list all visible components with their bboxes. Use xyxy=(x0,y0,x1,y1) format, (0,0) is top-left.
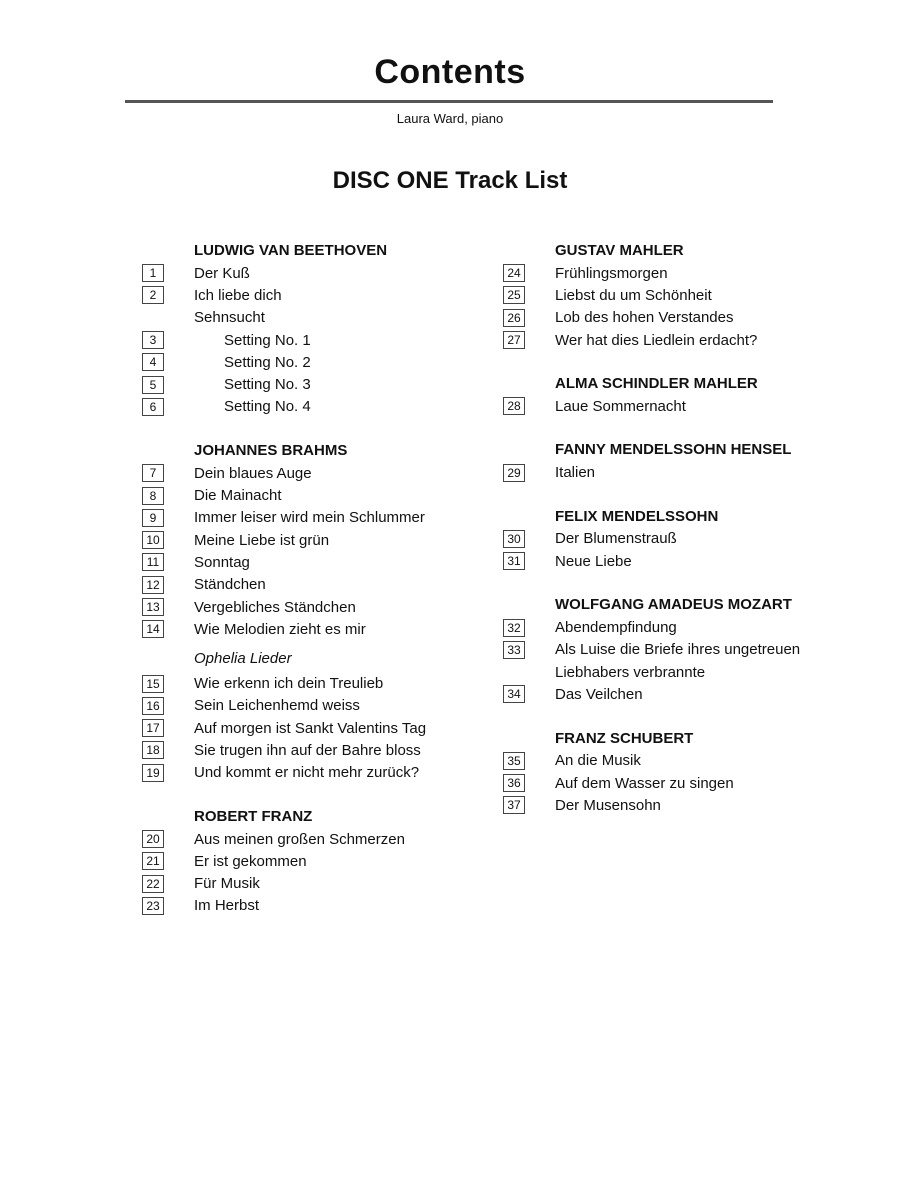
track-number: 31 xyxy=(503,552,525,570)
track-number: 8 xyxy=(142,487,164,505)
track-number: 34 xyxy=(503,685,525,703)
track-row[interactable] xyxy=(142,484,502,506)
track-title: Der Kuß xyxy=(194,264,250,282)
track-title: Neue Liebe xyxy=(555,552,632,570)
track-number: 12 xyxy=(142,576,164,594)
track-number: 28 xyxy=(503,397,525,415)
composer-heading: WOLFGANG AMADEUS MOZART xyxy=(555,596,792,614)
track-row[interactable] xyxy=(503,284,883,306)
track-title: Setting No. 1 xyxy=(224,331,311,349)
track-title: Und kommt er nicht mehr zurück? xyxy=(194,764,420,782)
track-title: Er ist gekommen xyxy=(194,852,307,870)
composer-heading: JOHANNES BRAHMS xyxy=(194,442,348,460)
track-row[interactable] xyxy=(142,762,502,784)
track-number: 24 xyxy=(503,264,525,282)
track-row[interactable] xyxy=(503,395,883,417)
track-title: Das Veilchen xyxy=(555,685,643,703)
composer-heading: ROBERT FRANZ xyxy=(194,807,313,825)
track-row[interactable] xyxy=(142,739,502,761)
track-number: 23 xyxy=(142,897,164,915)
track-title: Italien xyxy=(555,464,596,482)
track-number: 11 xyxy=(142,553,164,571)
composer-heading: FELIX MENDELSSOHN xyxy=(555,507,719,525)
track-title: Dein blaues Auge xyxy=(194,464,312,482)
track-row[interactable] xyxy=(503,750,883,772)
track-number: 5 xyxy=(142,376,164,394)
track-title: Setting No. 4 xyxy=(224,398,311,416)
track-number: 32 xyxy=(503,619,525,637)
track-row[interactable] xyxy=(503,461,883,483)
track-number: 33 xyxy=(503,641,525,659)
track-row[interactable] xyxy=(142,329,502,351)
track-title: Laue Sommernacht xyxy=(555,397,686,415)
track-row[interactable] xyxy=(503,528,883,550)
track-row[interactable] xyxy=(503,262,883,284)
track-row[interactable] xyxy=(142,462,502,484)
track-title: Ich liebe dich xyxy=(194,286,282,304)
track-row[interactable] xyxy=(142,596,502,618)
track-number: 30 xyxy=(503,530,525,548)
track-number: 13 xyxy=(142,598,164,616)
track-row[interactable] xyxy=(142,695,502,717)
track-number: 14 xyxy=(142,620,164,638)
track-row[interactable] xyxy=(503,794,883,816)
track-row[interactable] xyxy=(142,672,502,694)
composer-heading: GUSTAV MAHLER xyxy=(555,242,684,259)
track-row[interactable] xyxy=(142,351,502,373)
track-row[interactable] xyxy=(142,373,502,395)
track-row[interactable] xyxy=(142,717,502,739)
track-row[interactable] xyxy=(503,639,883,661)
track-number: 4 xyxy=(142,353,164,371)
track-title: Abendempfindung xyxy=(555,619,677,637)
track-title: Setting No. 2 xyxy=(224,353,311,371)
track-title: Wer hat dies Liedlein erdacht? xyxy=(555,331,758,349)
track-row[interactable] xyxy=(142,551,502,573)
composer-heading: FRANZ SCHUBERT xyxy=(555,729,694,747)
track-number: 7 xyxy=(142,464,164,482)
composer-heading: FANNY MENDELSSOHN HENSEL xyxy=(555,441,792,459)
track-number: 9 xyxy=(142,509,164,527)
track-title: Der Musensohn xyxy=(555,796,661,814)
track-title: Die Mainacht xyxy=(194,487,282,505)
track-row[interactable] xyxy=(142,574,502,596)
track-title: Als Luise die Briefe ihres ungetreuen xyxy=(555,641,801,659)
track-title: Sonntag xyxy=(194,553,250,571)
track-row[interactable] xyxy=(503,683,883,705)
page-title: Contents xyxy=(374,53,526,91)
track-row[interactable] xyxy=(142,262,502,284)
track-title: An die Musik xyxy=(555,752,641,770)
track-number: 1 xyxy=(142,264,164,282)
subheading-text: Ophelia Lieder xyxy=(194,649,292,667)
track-number: 26 xyxy=(503,309,525,327)
subheading-text: Sehnsucht xyxy=(194,309,265,327)
track-title: Frühlingsmorgen xyxy=(555,264,668,282)
track-number: 37 xyxy=(503,796,525,814)
track-title: Der Blumenstrauß xyxy=(555,530,677,548)
track-row[interactable] xyxy=(503,550,883,572)
title-rule xyxy=(125,100,773,103)
track-number: 18 xyxy=(142,741,164,759)
track-row[interactable] xyxy=(142,618,502,640)
left-column xyxy=(142,240,502,917)
track-row[interactable] xyxy=(142,850,502,872)
track-number: 16 xyxy=(142,697,164,715)
track-number: 2 xyxy=(142,286,164,304)
track-title: Aus meinen großen Schmerzen xyxy=(194,830,405,848)
track-title: Sein Leichenhemd weiss xyxy=(194,697,360,715)
track-row[interactable] xyxy=(503,616,883,638)
performer-credit: Laura Ward, piano xyxy=(396,111,504,126)
track-number: 22 xyxy=(142,875,164,893)
track-number: 27 xyxy=(503,331,525,349)
track-row[interactable] xyxy=(503,329,883,351)
song-cycle-heading xyxy=(142,307,502,329)
track-title: Für Musik xyxy=(194,875,260,893)
tracklist-title: DISC ONE Track List xyxy=(332,167,568,194)
track-title: Ständchen xyxy=(194,576,266,594)
track-row[interactable] xyxy=(142,873,502,895)
track-title: Im Herbst xyxy=(194,897,260,915)
track-row[interactable] xyxy=(142,507,502,529)
track-number: 10 xyxy=(142,531,164,549)
track-row[interactable] xyxy=(142,284,502,306)
track-number: 20 xyxy=(142,830,164,848)
track-title: Lob des hohen Verstandes xyxy=(555,309,734,327)
right-column xyxy=(503,240,883,816)
track-title: Immer leiser wird mein Schlummer xyxy=(194,509,425,527)
track-number: 21 xyxy=(142,852,164,870)
composer-heading: LUDWIG VAN BEETHOVEN xyxy=(194,242,388,259)
track-number: 17 xyxy=(142,719,164,737)
track-title: Wie Melodien zieht es mir xyxy=(194,620,366,638)
track-row[interactable] xyxy=(503,307,883,329)
track-title: Vergebliches Ständchen xyxy=(194,598,356,616)
track-title: Sie trugen ihn auf der Bahre bloss xyxy=(194,741,421,759)
track-number: 36 xyxy=(503,774,525,792)
track-row[interactable] xyxy=(503,772,883,794)
song-cycle-heading xyxy=(142,640,502,672)
track-title: Auf morgen ist Sankt Valentins Tag xyxy=(194,719,427,737)
track-number: 15 xyxy=(142,675,164,693)
track-number: 25 xyxy=(503,286,525,304)
composer-heading: ALMA SCHINDLER MAHLER xyxy=(555,375,758,393)
track-number: 6 xyxy=(142,398,164,416)
track-row[interactable] xyxy=(142,895,502,917)
track-number: 3 xyxy=(142,331,164,349)
track-title-line-2: Liebhabers verbrannte xyxy=(555,663,706,681)
track-title-continuation xyxy=(503,661,883,683)
track-number: 19 xyxy=(142,764,164,782)
track-title: Wie erkenn ich dein Treulieb xyxy=(194,675,384,693)
track-title: Auf dem Wasser zu singen xyxy=(555,774,734,792)
track-title: Meine Liebe ist grün xyxy=(194,531,330,549)
track-row[interactable] xyxy=(142,828,502,850)
track-number: 29 xyxy=(503,464,525,482)
track-title: Setting No. 3 xyxy=(224,376,311,394)
track-number: 35 xyxy=(503,752,525,770)
track-row[interactable] xyxy=(142,529,502,551)
track-row[interactable] xyxy=(142,396,502,418)
track-title: Liebst du um Schönheit xyxy=(555,286,712,304)
